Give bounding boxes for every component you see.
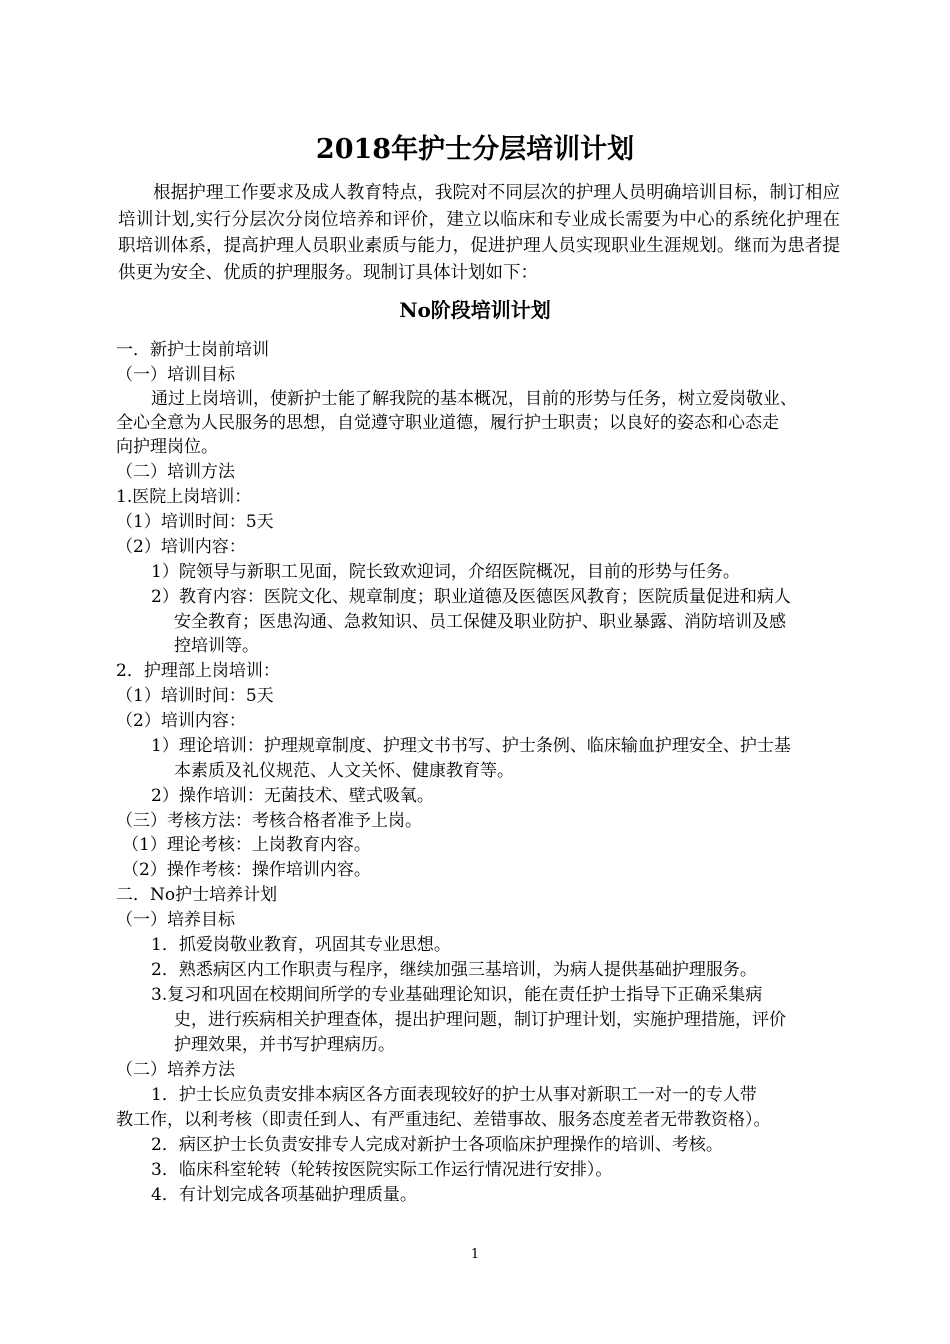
text-line: 1．护士长应负责安排本病区各方面表现较好的护士从事对新职工一对一的专人带 xyxy=(151,1085,757,1105)
heading-level-1: 一．新护士岗前培训 xyxy=(116,340,269,360)
heading-level-2: （三）考核方法：考核合格者准予上岗。 xyxy=(116,811,422,831)
text-line: （1）培训时间：5天 xyxy=(116,686,274,706)
heading-level-2: （一）培训目标 xyxy=(116,365,235,385)
text-line: 1.医院上岗培训： xyxy=(116,487,252,507)
text-line: 1）理论培训：护理规章制度、护理文书书写、护士条例、临床输血护理安全、护士基 xyxy=(151,736,791,756)
text-line: 1）院领导与新职工见面，院长致欢迎词，介绍医院概况，目前的形势与任务。 xyxy=(151,562,740,582)
text-line: 护理效果，并书写护理病历。 xyxy=(174,1035,395,1055)
text-line: 控培训等。 xyxy=(174,636,259,656)
text-line: 安全教育；医患沟通、急救知识、员工保健及职业防护、职业暴露、消防培训及感 xyxy=(174,612,786,632)
text-line: （2）培训内容： xyxy=(116,711,246,731)
text-line: 2）教育内容：医院文化、规章制度；职业道德及医德医风教育；医院质量促进和病人 xyxy=(151,587,791,607)
text-line: 2．熟悉病区内工作职责与程序，继续加强三基培训，为病人提供基础护理服务。 xyxy=(151,960,757,980)
text-line: （1）理论考核：上岗教育内容。 xyxy=(122,835,371,855)
text-line: 3.复习和巩固在校期间所学的专业基础理论知识，能在责任护士指导下正确采集病 xyxy=(151,985,763,1005)
intro-paragraph: 根据护理工作要求及成人教育特点，我院对不同层次的护理人员明确培训目标，制订相应培训计划,实行分层次分岗位培养和评价，建立以临床和专业成长需要为中心的系统化护理在职培训体系，提高护理人员职业素质与能力，促进护理人员实现职业生涯规划。继而为患者提供更为安全、优质的护理服务。现制订具体计划如下： xyxy=(118,183,840,283)
text-line: 通过上岗培训，使新护士能了解我院的基本概况，目前的形势与任务，树立爱岗敬业、 xyxy=(151,389,797,409)
text-line: 2．护理部上岗培训： xyxy=(116,661,280,681)
text-line: 史，进行疾病相关护理查体，提出护理问题，制订护理计划，实施护理措施，评价 xyxy=(174,1010,786,1030)
heading-level-1: 二．No护士培养计划 xyxy=(116,885,278,905)
heading-level-2: （二）培训方法 xyxy=(116,462,235,482)
text-line: （2）操作考核：操作培训内容。 xyxy=(122,860,371,880)
text-line: 向护理岗位。 xyxy=(116,437,218,457)
text-line: 3．临床科室轮转（轮转按医院实际工作运行情况进行安排）。 xyxy=(151,1160,613,1180)
text-line: （1）培训时间：5天 xyxy=(116,512,274,532)
heading-level-2: （一）培养目标 xyxy=(116,910,235,930)
text-line: 本素质及礼仪规范、人文关怀、健康教育等。 xyxy=(174,761,514,781)
text-line: 2）操作培训：无菌技术、壁式吸氧。 xyxy=(151,786,434,806)
text-line: 教工作，以利考核（即责任到人、有严重违纪、差错事故、服务态度差者无带教资格）。 xyxy=(116,1110,771,1130)
section-title: No阶段培训计划 xyxy=(399,298,551,322)
page-number: 1 xyxy=(470,1247,480,1262)
text-line: 全心全意为人民服务的思想，自觉遵守职业道德，履行护士职责；以良好的姿态和心态走 xyxy=(116,413,779,433)
text-line: 1．抓爱岗敬业教育，巩固其专业思想。 xyxy=(151,935,451,955)
heading-level-2: （二）培养方法 xyxy=(116,1060,235,1080)
text-line: 4．有计划完成各项基础护理质量。 xyxy=(151,1185,417,1205)
text-line: 2．病区护士长负责安排专人完成对新护士各项临床护理操作的培训、考核。 xyxy=(151,1135,723,1155)
text-line: （2）培训内容： xyxy=(116,537,246,557)
page-title: 2018年护士分层培训计划 xyxy=(315,134,635,165)
